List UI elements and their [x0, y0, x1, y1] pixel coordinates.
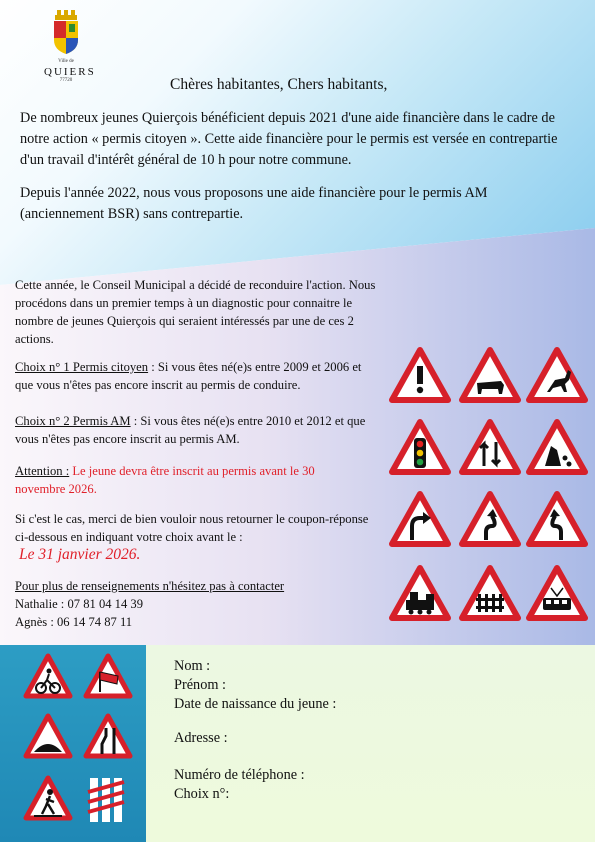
choice-2 — [15, 412, 380, 448]
contact-agnes: Agnès : 06 14 74 87 11 — [15, 615, 133, 629]
form-choix-label: Choix n°: — [174, 786, 230, 802]
deadline-date: Le 31 janvier 2026. — [19, 546, 141, 563]
form-nom-label: Nom : — [174, 658, 211, 674]
choice-1 — [15, 358, 380, 394]
contact-title: Pour plus de renseignements n'hésitez pas à contacter — [15, 579, 285, 593]
intro-paragraph-1: De nombreux jeunes Quierçois bénéficient depuis 2021 d'une aide financière dans le cadre de notre action « permis citoyen ». Cette aide financière pour le permis est versée en contrepartie d'un travail d'intérêt général de 10 h pour notre commune. — [20, 110, 558, 168]
form-telephone-label: Numéro de téléphone : — [174, 767, 305, 783]
town-subtitle: 77720 — [59, 78, 73, 83]
double-bend-sign — [462, 494, 518, 544]
speed-bump-sign — [26, 716, 70, 756]
form-naissance-label: Date de naissance du jeune : — [174, 696, 337, 712]
double-bend-left-sign — [529, 494, 585, 544]
cattle-crossing-sign — [462, 350, 518, 400]
road-narrows-sign — [86, 716, 130, 756]
contact-block — [15, 577, 380, 631]
town-logo — [44, 10, 96, 90]
danger-warning-sign — [392, 350, 448, 400]
deer-crossing-sign — [529, 350, 585, 400]
town-name: QUIERS — [44, 66, 96, 78]
level-crossing-barrier-sign — [462, 568, 518, 618]
coat-of-arms-icon — [51, 10, 81, 54]
attention-note — [15, 462, 345, 498]
strip-signs — [18, 652, 138, 832]
body-intro: Cette année, le Conseil Municipal a décidé de reconduire l'action. Nous procédons dans un premier temps à un diagnostic pour connaitre le nombre de jeunes Quierçois qui seraient intéressés par une de ces 2 actions. — [15, 278, 376, 346]
attention-text: Le jeune devra être inscrit au permis avant le 30 novembre 2026. — [15, 464, 315, 496]
choice-2-text: : Si vous êtes né(e)s entre 2010 et 2012 et que vous n'êtes pas encore inscrit au permis AM. — [15, 414, 366, 446]
intro-paragraph-2: Depuis l'année 2022, nous vous proposons une aide financière pour le permis AM (anciennement BSR) sans contrepartie. — [20, 185, 488, 222]
choice-1-label: Choix n° 1 Permis citoyen — [15, 360, 149, 374]
level-crossing-train-sign — [392, 568, 448, 618]
choice-2-label: Choix n° 2 Permis AM — [15, 414, 131, 428]
level-crossing-countdown-post — [88, 778, 124, 822]
form-prenom-label: Prénom : — [174, 677, 227, 693]
right-bend-sign — [392, 494, 448, 544]
attention-label: Attention : — [15, 464, 70, 478]
two-way-traffic-sign — [462, 422, 518, 472]
cyclists-sign — [26, 656, 70, 696]
greeting: Chères habitantes, Chers habitants, — [170, 76, 388, 93]
tram-crossing-sign — [529, 568, 585, 618]
windsock-sign — [86, 656, 130, 696]
contact-nathalie: Nathalie : 07 81 04 14 39 — [15, 597, 144, 611]
return-instructions — [15, 510, 380, 564]
choice-1-text: : Si vous êtes né(e)s entre 2009 et 2006 et que vous n'êtes pas encore inscrit au permis de conduire. — [15, 360, 362, 392]
return-text: Si c'est le cas, merci de bien vouloir nous retourner le coupon-réponse ci-dessous en indiquant votre choix avant le : — [15, 512, 369, 544]
traffic-light-sign — [392, 422, 448, 472]
pedestrian-crossing-sign — [26, 778, 70, 818]
town-label: Ville de — [58, 59, 74, 64]
road-signs-grid — [382, 346, 588, 636]
form-adresse-label: Adresse : — [174, 730, 228, 746]
falling-rocks-sign — [529, 422, 585, 472]
